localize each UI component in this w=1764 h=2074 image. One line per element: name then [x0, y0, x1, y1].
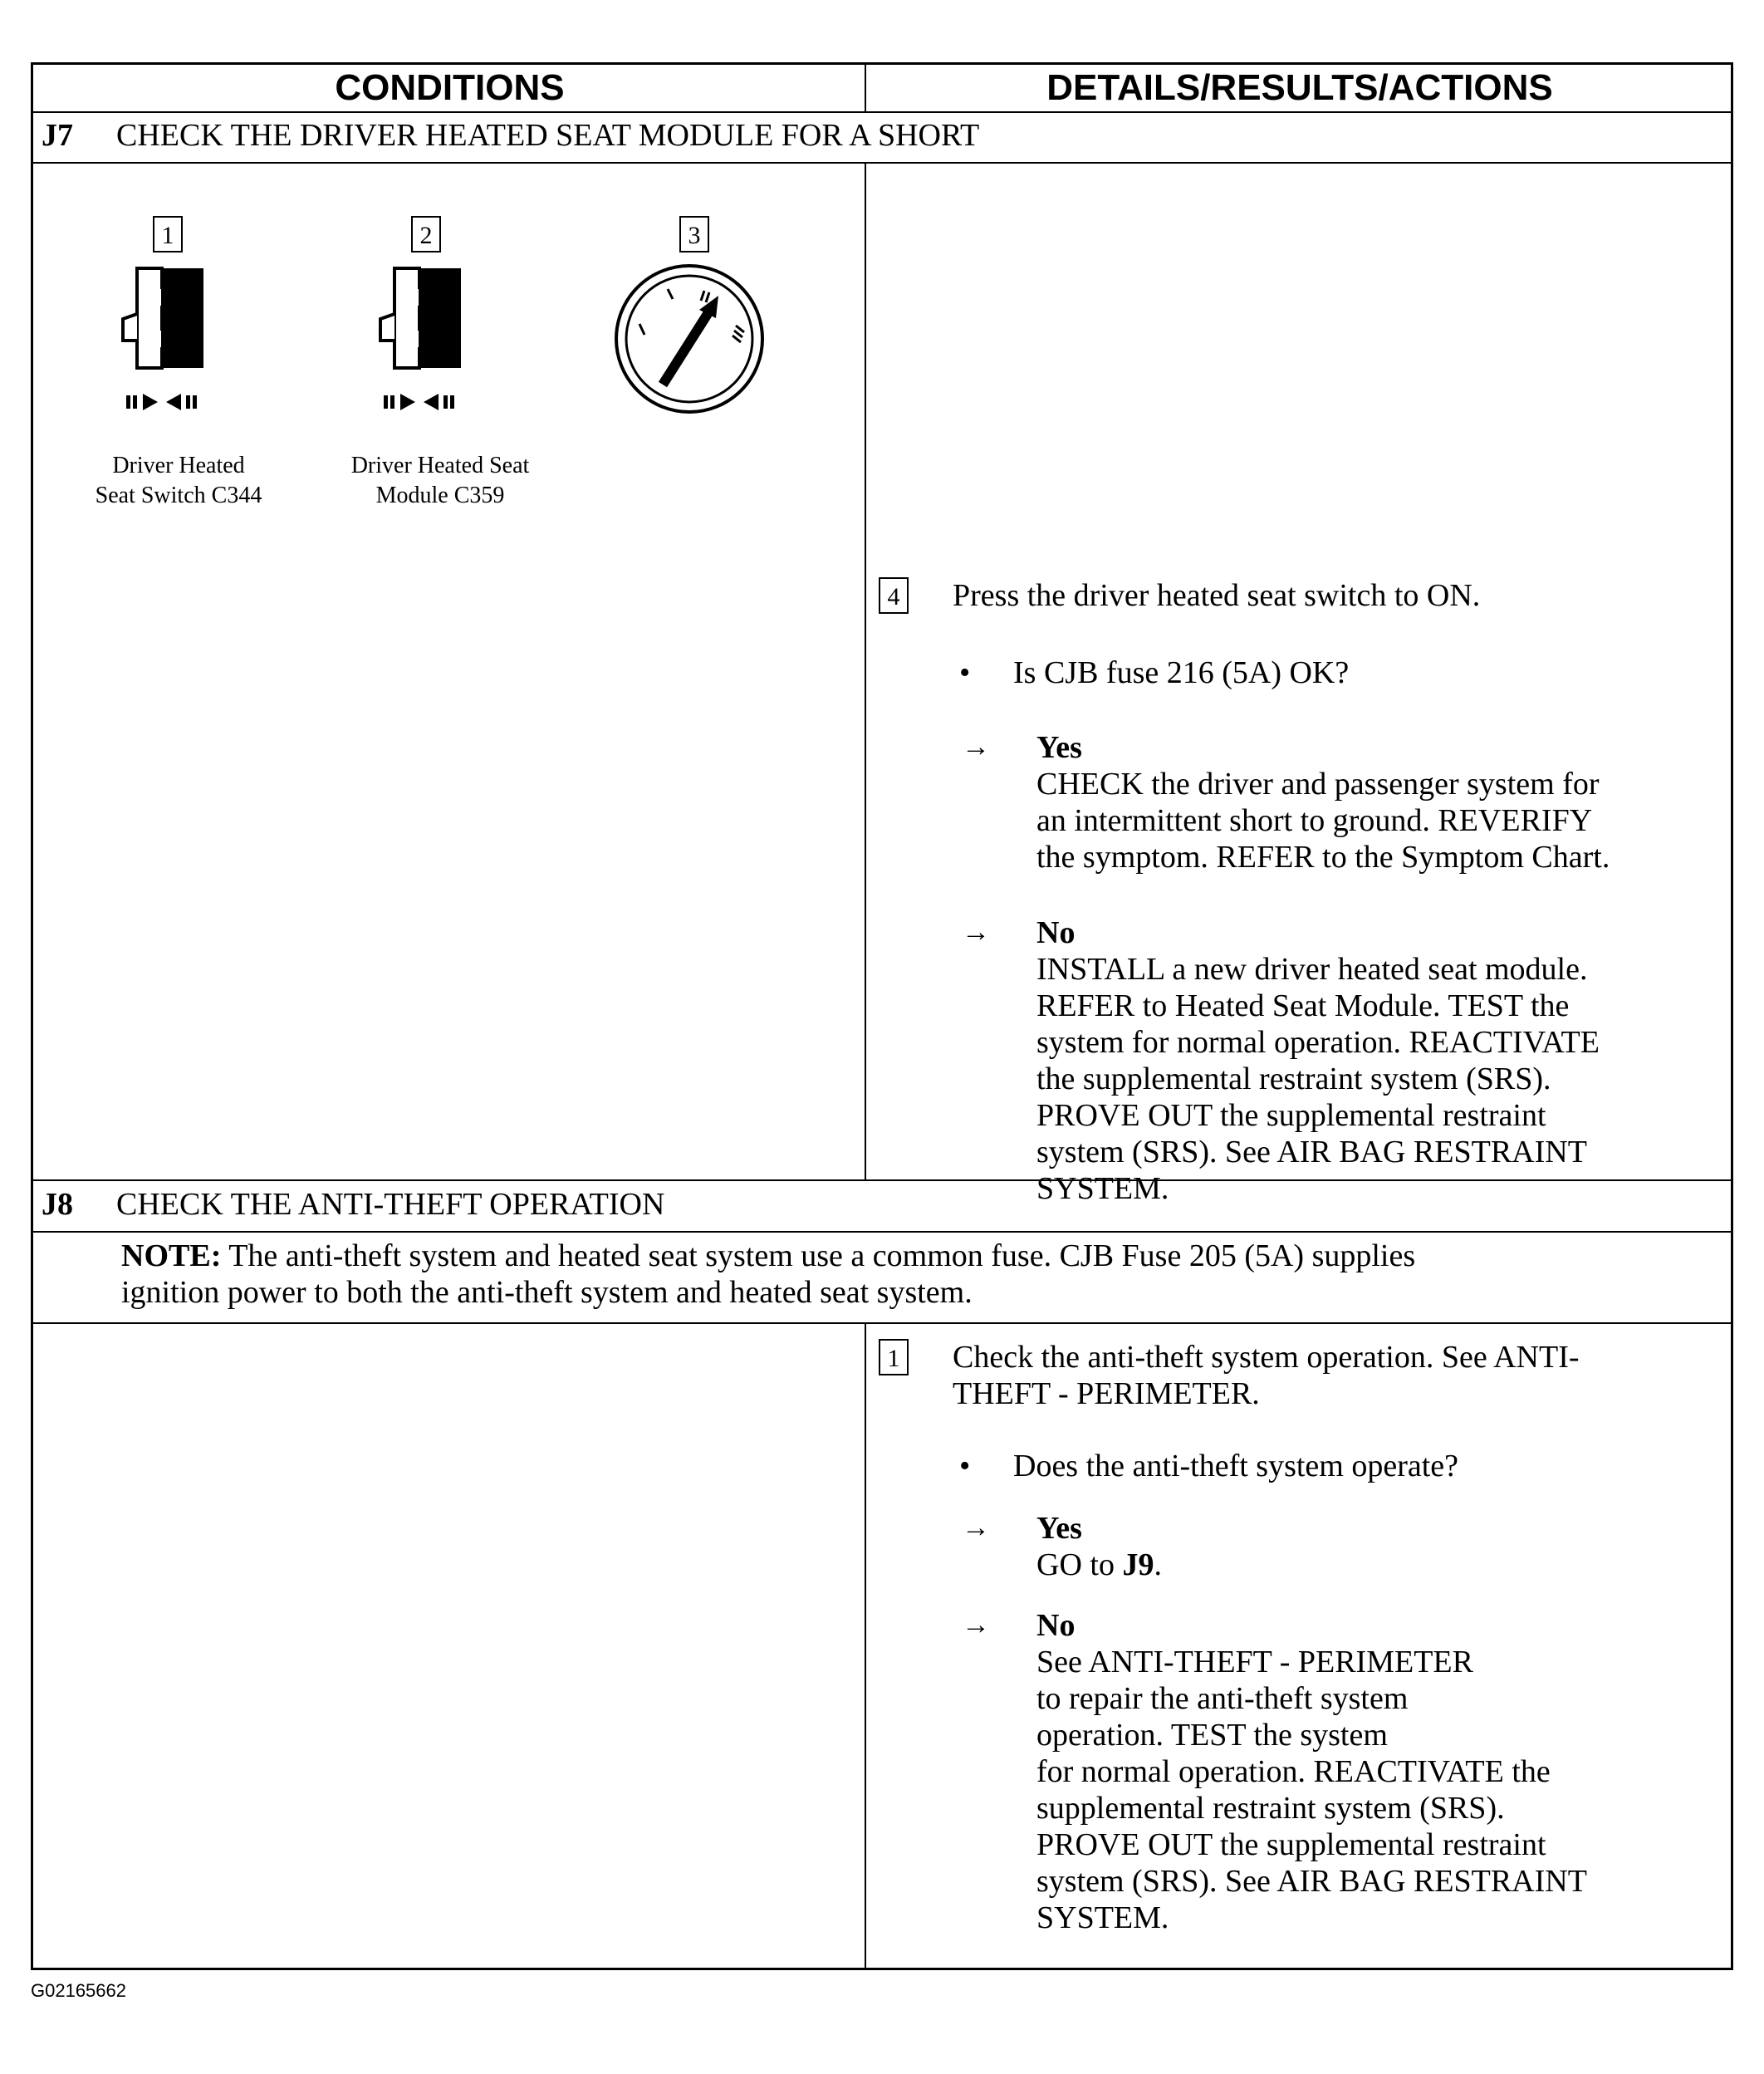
- j8-title: CHECK THE ANTI-THEFT OPERATION: [116, 1187, 665, 1222]
- arrow-right-icon: →: [962, 1513, 990, 1543]
- no-label: No: [1036, 1608, 1076, 1643]
- j7-title-row: [42, 112, 979, 159]
- step-number-4: 4: [879, 577, 909, 614]
- result-line: INSTALL a new driver heated seat module.: [1036, 952, 1588, 987]
- result-line: SYSTEM.: [1036, 1171, 1169, 1206]
- yes-label: Yes: [1036, 1511, 1082, 1546]
- arrow-right-icon: →: [962, 732, 990, 762]
- j7-code: J7: [42, 118, 73, 153]
- step-number-1: 1: [879, 1339, 909, 1375]
- j8-code: J8: [42, 1187, 73, 1222]
- result-line: the supplemental restraint system (SRS).: [1036, 1062, 1551, 1096]
- figure-code: G02165662: [31, 1980, 126, 2001]
- result-line: PROVE OUT the supplemental restraint: [1036, 1098, 1546, 1133]
- ignition-switch-icon: [606, 256, 772, 422]
- go-to-text: GO to: [1036, 1547, 1123, 1582]
- connector-disconnect-icon: [365, 264, 490, 430]
- figure-number-2: 2: [411, 216, 441, 253]
- caption-line: Driver Heated: [112, 453, 245, 478]
- divider: [33, 1231, 1731, 1233]
- figure-number-3: 3: [679, 216, 709, 253]
- column-divider: [865, 65, 866, 111]
- result-line: an intermittent short to ground. REVERIFY: [1036, 803, 1593, 838]
- bullet-icon: •: [959, 655, 971, 690]
- caption-line: Seat Switch C344: [95, 483, 262, 508]
- result-line: system (SRS). See AIR BAG RESTRAINT: [1036, 1135, 1587, 1169]
- yes-label: Yes: [1036, 730, 1082, 765]
- conditions-header: CONDITIONS: [335, 67, 565, 108]
- go-to-target: J9: [1122, 1547, 1154, 1582]
- no-result: [1036, 951, 1600, 1207]
- arrow-right-icon: →: [962, 917, 990, 948]
- note-label: NOTE:: [121, 1238, 222, 1273]
- divider: [33, 162, 1731, 164]
- step-1-question: Does the anti-theft system operate?: [1013, 1449, 1459, 1483]
- no-result: [1036, 1644, 1587, 1936]
- arrow-right-icon: →: [962, 1610, 990, 1640]
- instruction-line: THEFT - PERIMETER.: [953, 1376, 1260, 1411]
- note-line: ignition power to both the anti-theft system and heated seat system.: [121, 1275, 973, 1310]
- result-line: to repair the anti-theft system: [1036, 1681, 1409, 1716]
- yes-result: [1036, 766, 1610, 875]
- step-1-instruction: [953, 1339, 1580, 1412]
- result-line: the symptom. REFER to the Symptom Chart.: [1036, 840, 1610, 875]
- column-divider: [865, 162, 866, 1179]
- step-4-instruction: Press the driver heated seat switch to ON.: [953, 578, 1481, 613]
- caption-line: Module C359: [375, 483, 505, 508]
- figure-number-1: 1: [153, 216, 183, 253]
- j7-title: CHECK THE DRIVER HEATED SEAT MODULE FOR A SHORT: [116, 118, 980, 153]
- details-header: DETAILS/RESULTS/ACTIONS: [1046, 67, 1553, 108]
- result-line: supplemental restraint system (SRS).: [1036, 1791, 1505, 1826]
- result-line: operation. TEST the system: [1036, 1718, 1388, 1753]
- result-line: for normal operation. REACTIVATE the: [1036, 1754, 1551, 1789]
- note-text: The anti-theft system and heated seat system use a common fuse. CJB Fuse 205 (5A) supplies: [228, 1238, 1416, 1273]
- yes-result: [1036, 1547, 1162, 1583]
- figure-caption-2: [316, 451, 565, 511]
- result-line: system for normal operation. REACTIVATE: [1036, 1025, 1600, 1060]
- figure-caption-1: [54, 451, 303, 511]
- result-line: SYSTEM.: [1036, 1900, 1169, 1935]
- note: [121, 1238, 1415, 1311]
- caption-line: Driver Heated Seat: [350, 453, 530, 478]
- divider: [33, 1322, 1731, 1324]
- step-4-question: Is CJB fuse 216 (5A) OK?: [1013, 655, 1350, 690]
- result-line: system (SRS). See AIR BAG RESTRAINT: [1036, 1864, 1587, 1899]
- result-line: CHECK the driver and passenger system for: [1036, 767, 1600, 802]
- no-label: No: [1036, 915, 1076, 950]
- connector-disconnect-icon: [108, 264, 233, 430]
- j8-title-row: [42, 1181, 664, 1228]
- procedure-table: [31, 62, 1733, 1970]
- bullet-icon: •: [959, 1449, 971, 1483]
- note-line: [121, 1238, 1415, 1274]
- result-line: PROVE OUT the supplemental restraint: [1036, 1827, 1546, 1862]
- result-line: See ANTI-THEFT - PERIMETER: [1036, 1645, 1473, 1679]
- result-line: REFER to Heated Seat Module. TEST the: [1036, 988, 1570, 1023]
- column-divider: [865, 1322, 866, 1970]
- instruction-line: Check the anti-theft system operation. See ANTI-: [953, 1340, 1580, 1375]
- go-to-end: .: [1154, 1547, 1162, 1582]
